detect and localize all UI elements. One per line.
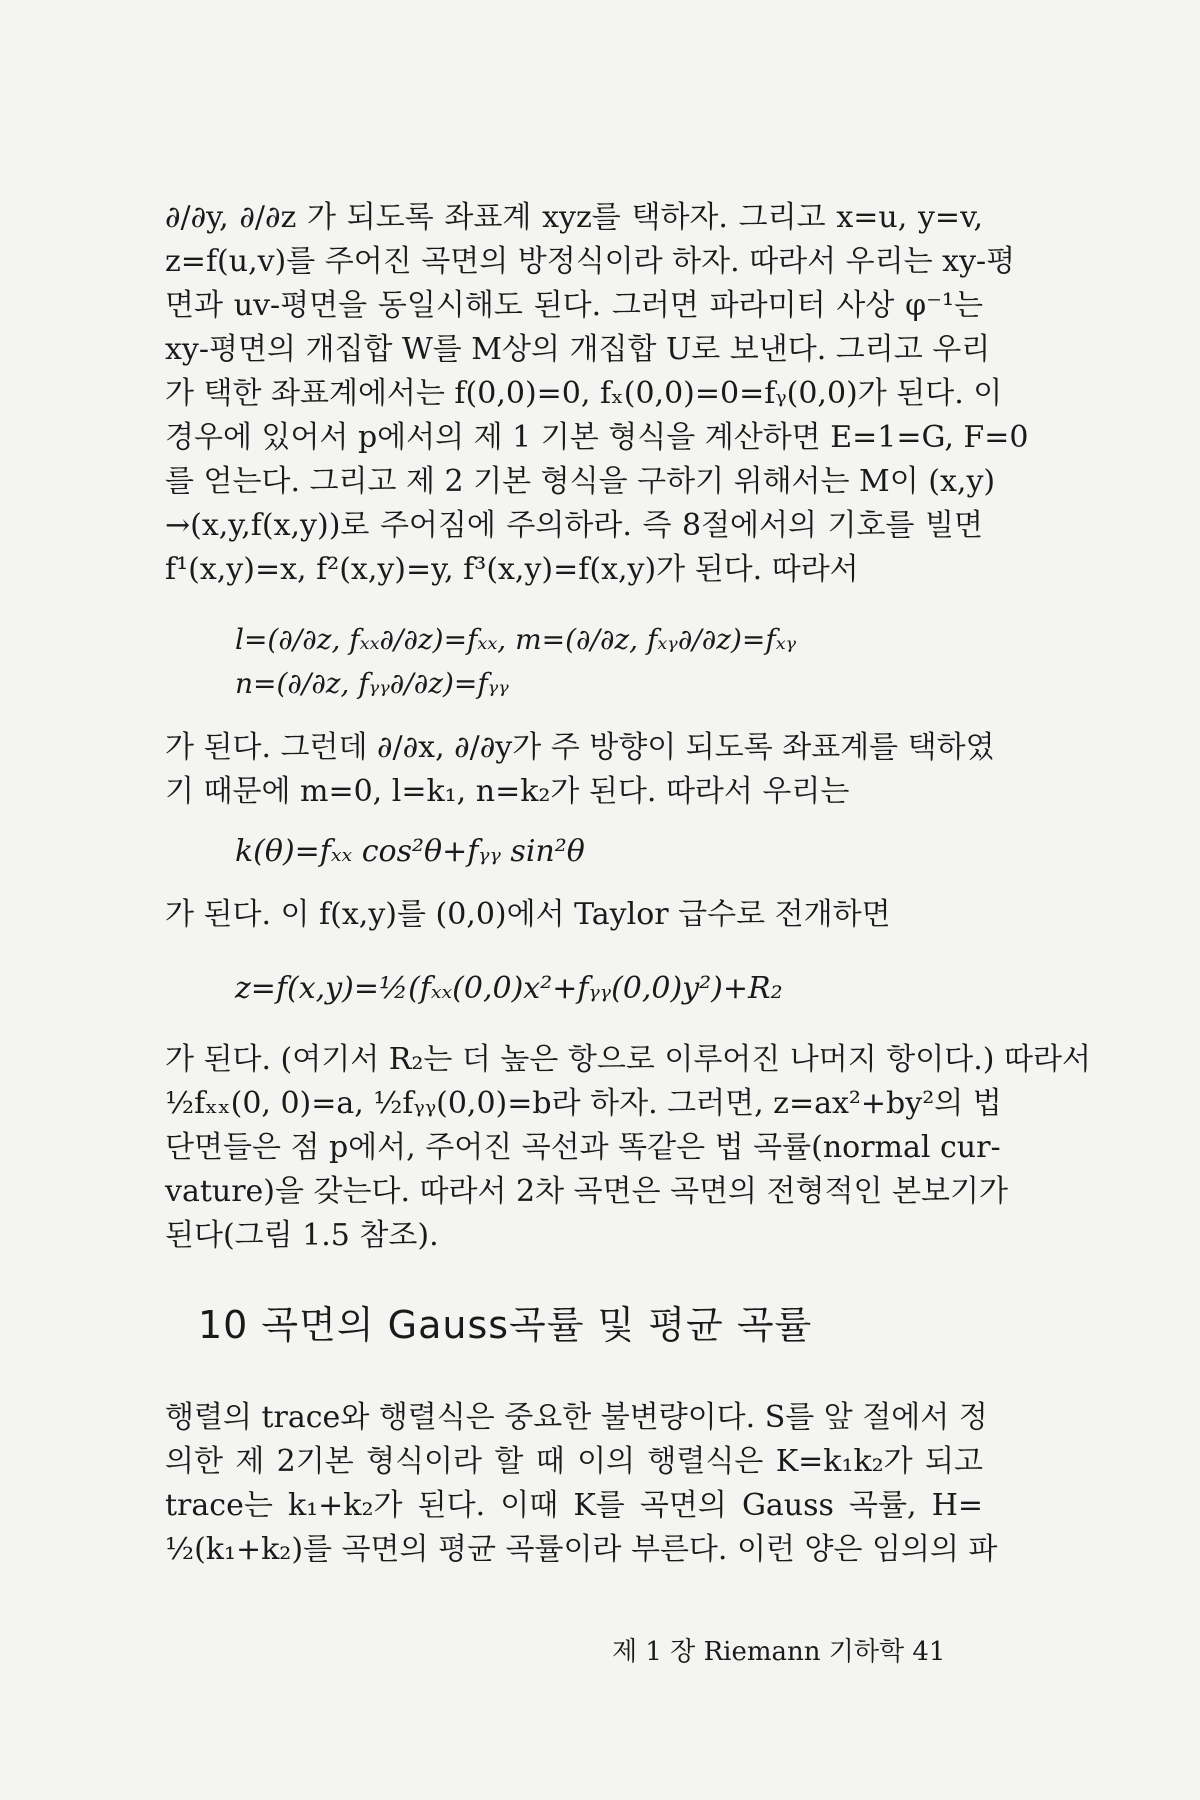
text-line: 를 얻는다. 그리고 제 2 기본 형식을 구하기 위해서는 M이 (x,y): [165, 464, 996, 499]
equation-block-2: [165, 830, 983, 874]
paragraph-4: [165, 1038, 1091, 1258]
equation-line: k(θ)=fₓₓ cos²θ+fᵧᵧ sin²θ: [235, 834, 585, 869]
text-line: 기 때문에 m=0, l=k₁, n=k₂가 된다. 따라서 우리는: [165, 774, 850, 809]
equation-line: l=(∂/∂z, fₓₓ∂/∂z)=fₓₓ, m=(∂/∂z, fₓᵧ∂/∂z)=fₓᵧ: [235, 623, 797, 656]
equation-block-3: [165, 967, 983, 1011]
text-line: 가 택한 좌표계에서는 f(0,0)=0, fₓ(0,0)=0=fᵧ(0,0)가 된다. 이: [165, 376, 1003, 411]
paragraph-1: [165, 196, 1029, 592]
equation-block-1: [165, 618, 983, 706]
text-line: 가 된다. 이 f(x,y)를 (0,0)에서 Taylor 급수로 전개하면: [165, 897, 891, 932]
equation-line: z=f(x,y)=½(fₓₓ(0,0)x²+fᵧᵧ(0,0)y²)+R₂: [235, 971, 783, 1006]
paragraph-3: [165, 893, 983, 937]
text-line: xy-평면의 개집합 W를 M상의 개집합 U로 보낸다. 그리고 우리: [165, 332, 991, 367]
text-line: z=f(u,v)를 주어진 곡면의 방정식이라 하자. 따라서 우리는 xy-평: [165, 244, 1016, 279]
text-line: 단면들은 점 p에서, 주어진 곡선과 똑같은 법 곡률(normal cur-: [165, 1130, 1001, 1165]
text-line: 행렬의 trace와 행렬식은 중요한 불변량이다. S를 앞 절에서 정: [165, 1400, 988, 1435]
text-line: ½fₓₓ(0, 0)=a, ½fᵧᵧ(0,0)=b라 하자. 그러면, z=ax²+by²의 법: [165, 1086, 1002, 1121]
text-line: 면과 uv-평면을 동일시해도 된다. 그러면 파라미터 사상 φ⁻¹는: [165, 288, 983, 323]
text-line: 가 된다. 그런데 ∂/∂x, ∂/∂y가 주 방향이 되도록 좌표계를 택하였: [165, 730, 995, 765]
text-line: f¹(x,y)=x, f²(x,y)=y, f³(x,y)=f(x,y)가 된다. 따라서: [165, 552, 859, 587]
text-line: ½(k₁+k₂)를 곡면의 평균 곡률이라 부른다. 이런 양은 임의의 파: [165, 1532, 998, 1567]
equation-line: n=(∂/∂z, fᵧᵧ∂/∂z)=fᵧᵧ: [235, 667, 509, 700]
text-line: trace는 k₁+k₂가 된다. 이때 K를 곡면의 Gauss 곡률, H=: [165, 1488, 983, 1523]
section-heading: 10 곡면의 Gauss곡률 및 평균 곡률: [198, 1303, 813, 1347]
paragraph-5: [165, 1396, 998, 1572]
text-line: vature)을 갖는다. 따라서 2차 곡면은 곡면의 전형적인 본보기가: [165, 1174, 1008, 1209]
text-line: →(x,y,f(x,y))로 주어짐에 주의하라. 즉 8절에서의 기호를 빌면: [165, 508, 983, 543]
paragraph-2: [165, 726, 995, 814]
text-line: 의한 제 2기본 형식이라 할 때 이의 행렬식은 K=k₁k₂가 되고: [165, 1444, 983, 1479]
page-footer: 제 1 장 Riemann 기하학 41: [612, 1637, 946, 1667]
text-line: 된다(그림 1.5 참조).: [165, 1218, 439, 1253]
text-line: 경우에 있어서 p에서의 제 1 기본 형식을 계산하면 E=1=G, F=0: [165, 420, 1029, 455]
text-line: ∂/∂y, ∂/∂z 가 되도록 좌표계 xyz를 택하자. 그리고 x=u, y=v,: [165, 200, 983, 235]
text-line: 가 된다. (여기서 R₂는 더 높은 항으로 이루어진 나머지 항이다.) 따라서: [165, 1042, 1091, 1077]
